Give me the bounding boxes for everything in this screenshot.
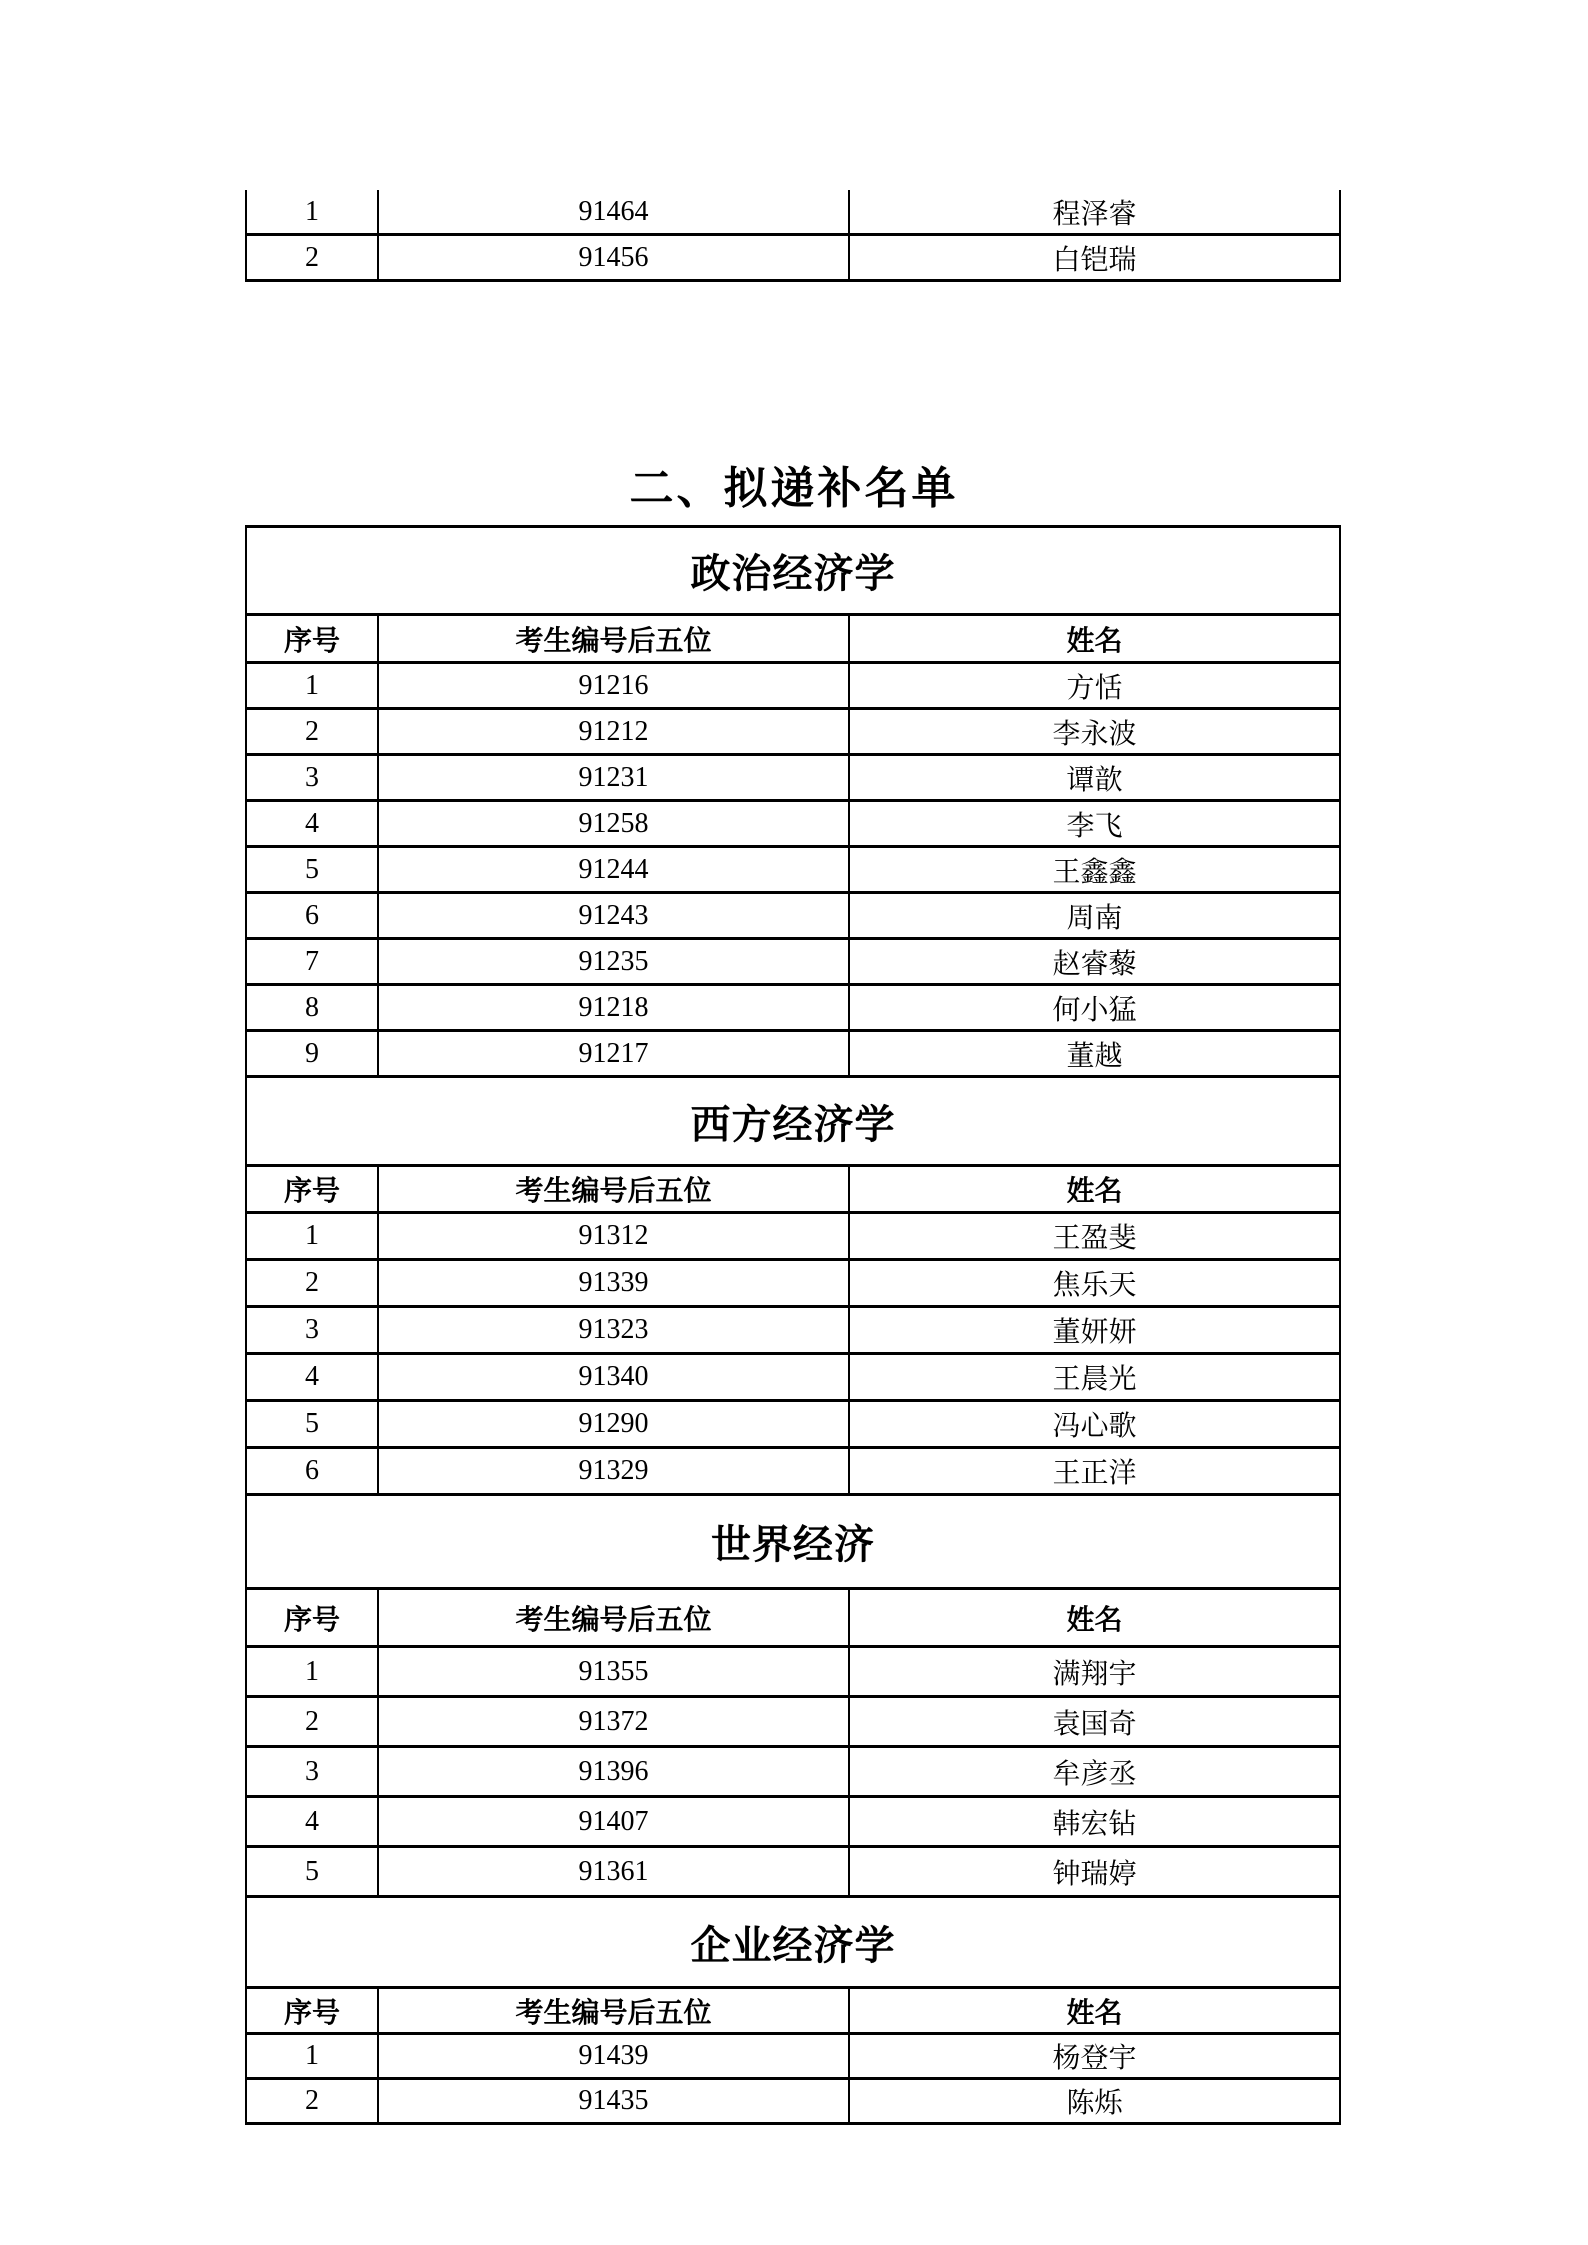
cell-name: 陈烁 [849,2079,1340,2124]
column-header-name: 姓名 [849,615,1340,663]
cell-no: 4 [246,1797,378,1847]
cell-code: 91329 [378,1448,849,1495]
table-row [246,190,1340,235]
table-row [246,1307,1340,1354]
column-header-no: 序号 [246,1166,378,1213]
cell-no: 1 [246,1647,378,1697]
column-header-no: 序号 [246,615,378,663]
cell-no: 2 [246,1260,378,1307]
section-title: 世界经济 [246,1495,1340,1589]
cell-name: 韩宏钻 [849,1797,1340,1847]
cell-code: 91217 [378,1031,849,1077]
cell-name: 钟瑞婷 [849,1847,1340,1897]
column-header-name: 姓名 [849,1988,1340,2034]
table-row [246,1448,1340,1495]
cell-name: 王鑫鑫 [849,847,1340,893]
cell-name: 赵睿藜 [849,939,1340,985]
table-row [246,939,1340,985]
table-row [246,1260,1340,1307]
cell-code: 91372 [378,1697,849,1747]
table-row [246,1401,1340,1448]
table-row [246,893,1340,939]
cell-no: 5 [246,847,378,893]
cell-code: 91243 [378,893,849,939]
table-row [246,1354,1340,1401]
column-header-row [246,1166,1340,1213]
column-header-code: 考生编号后五位 [378,1166,849,1213]
cell-name: 周南 [849,893,1340,939]
cell-no: 1 [246,2034,378,2079]
section-title: 企业经济学 [246,1897,1340,1988]
cell-name: 李永波 [849,709,1340,755]
table-row [246,2034,1340,2079]
cell-name: 杨登宇 [849,2034,1340,2079]
table-row [246,1213,1340,1260]
column-header-code: 考生编号后五位 [378,615,849,663]
cell-code: 91212 [378,709,849,755]
cell-code: 91339 [378,1260,849,1307]
section-title-row [246,1495,1340,1589]
cell-name: 何小猛 [849,985,1340,1031]
cell-name: 袁国奇 [849,1697,1340,1747]
cell-no: 1 [246,190,378,235]
column-header-code: 考生编号后五位 [378,1988,849,2034]
cell-code: 91439 [378,2034,849,2079]
cell-name: 谭歆 [849,755,1340,801]
roster-table-body [246,527,1340,2124]
cell-no: 1 [246,1213,378,1260]
table-row [246,663,1340,709]
cell-code: 91231 [378,755,849,801]
cell-no: 5 [246,1401,378,1448]
table-row [246,2079,1340,2124]
table-row [246,755,1340,801]
cell-name: 白铠瑞 [849,235,1340,281]
cell-name: 满翔宇 [849,1647,1340,1697]
column-header-code: 考生编号后五位 [378,1589,849,1647]
continuation-table [245,190,1341,282]
cell-name: 李飞 [849,801,1340,847]
cell-no: 3 [246,1307,378,1354]
cell-code: 91456 [378,235,849,281]
cell-code: 91396 [378,1747,849,1797]
cell-name: 冯心歌 [849,1401,1340,1448]
cell-name: 王正洋 [849,1448,1340,1495]
cell-code: 91407 [378,1797,849,1847]
cell-no: 9 [246,1031,378,1077]
section-title-row [246,527,1340,615]
cell-code: 91312 [378,1213,849,1260]
cell-code: 91235 [378,939,849,985]
cell-name: 牟彦丞 [849,1747,1340,1797]
cell-no: 2 [246,2079,378,2124]
table-row [246,1697,1340,1747]
cell-name: 董越 [849,1031,1340,1077]
cell-no: 5 [246,1847,378,1897]
column-header-row [246,1589,1340,1647]
cell-name: 王盈斐 [849,1213,1340,1260]
column-header-name: 姓名 [849,1166,1340,1213]
section-title: 政治经济学 [246,527,1340,615]
cell-code: 91258 [378,801,849,847]
cell-code: 91340 [378,1354,849,1401]
cell-no: 4 [246,1354,378,1401]
cell-name: 董妍妍 [849,1307,1340,1354]
cell-no: 2 [246,235,378,281]
table-row [246,235,1340,281]
column-header-row [246,615,1340,663]
cell-name: 程泽睿 [849,190,1340,235]
cell-no: 6 [246,893,378,939]
section-title: 西方经济学 [246,1077,1340,1166]
cell-no: 3 [246,1747,378,1797]
column-header-no: 序号 [246,1589,378,1647]
cell-code: 91355 [378,1647,849,1697]
table-row [246,985,1340,1031]
cell-name: 方恬 [849,663,1340,709]
cell-no: 4 [246,801,378,847]
section-title-row [246,1077,1340,1166]
cell-no: 1 [246,663,378,709]
column-header-row [246,1988,1340,2034]
column-header-name: 姓名 [849,1589,1340,1647]
table-row [246,1797,1340,1847]
cell-no: 2 [246,709,378,755]
cell-name: 焦乐天 [849,1260,1340,1307]
cell-no: 8 [246,985,378,1031]
cell-code: 91464 [378,190,849,235]
cell-name: 王晨光 [849,1354,1340,1401]
page-title: 二、拟递补名单 [629,464,959,513]
cell-no: 7 [246,939,378,985]
roster-table [245,525,1341,2125]
table-row [246,1647,1340,1697]
cell-code: 91218 [378,985,849,1031]
cell-no: 2 [246,1697,378,1747]
table-row [246,1747,1340,1797]
cell-no: 6 [246,1448,378,1495]
table-row [246,709,1340,755]
table-row [246,1031,1340,1077]
table-row [246,1847,1340,1897]
cell-code: 91361 [378,1847,849,1897]
table-row [246,847,1340,893]
cell-code: 91244 [378,847,849,893]
cell-code: 91323 [378,1307,849,1354]
cell-code: 91435 [378,2079,849,2124]
cell-code: 91216 [378,663,849,709]
column-header-no: 序号 [246,1988,378,2034]
table-row [246,801,1340,847]
section-title-row [246,1897,1340,1988]
continuation-table-body [246,190,1340,281]
cell-no: 3 [246,755,378,801]
cell-code: 91290 [378,1401,849,1448]
